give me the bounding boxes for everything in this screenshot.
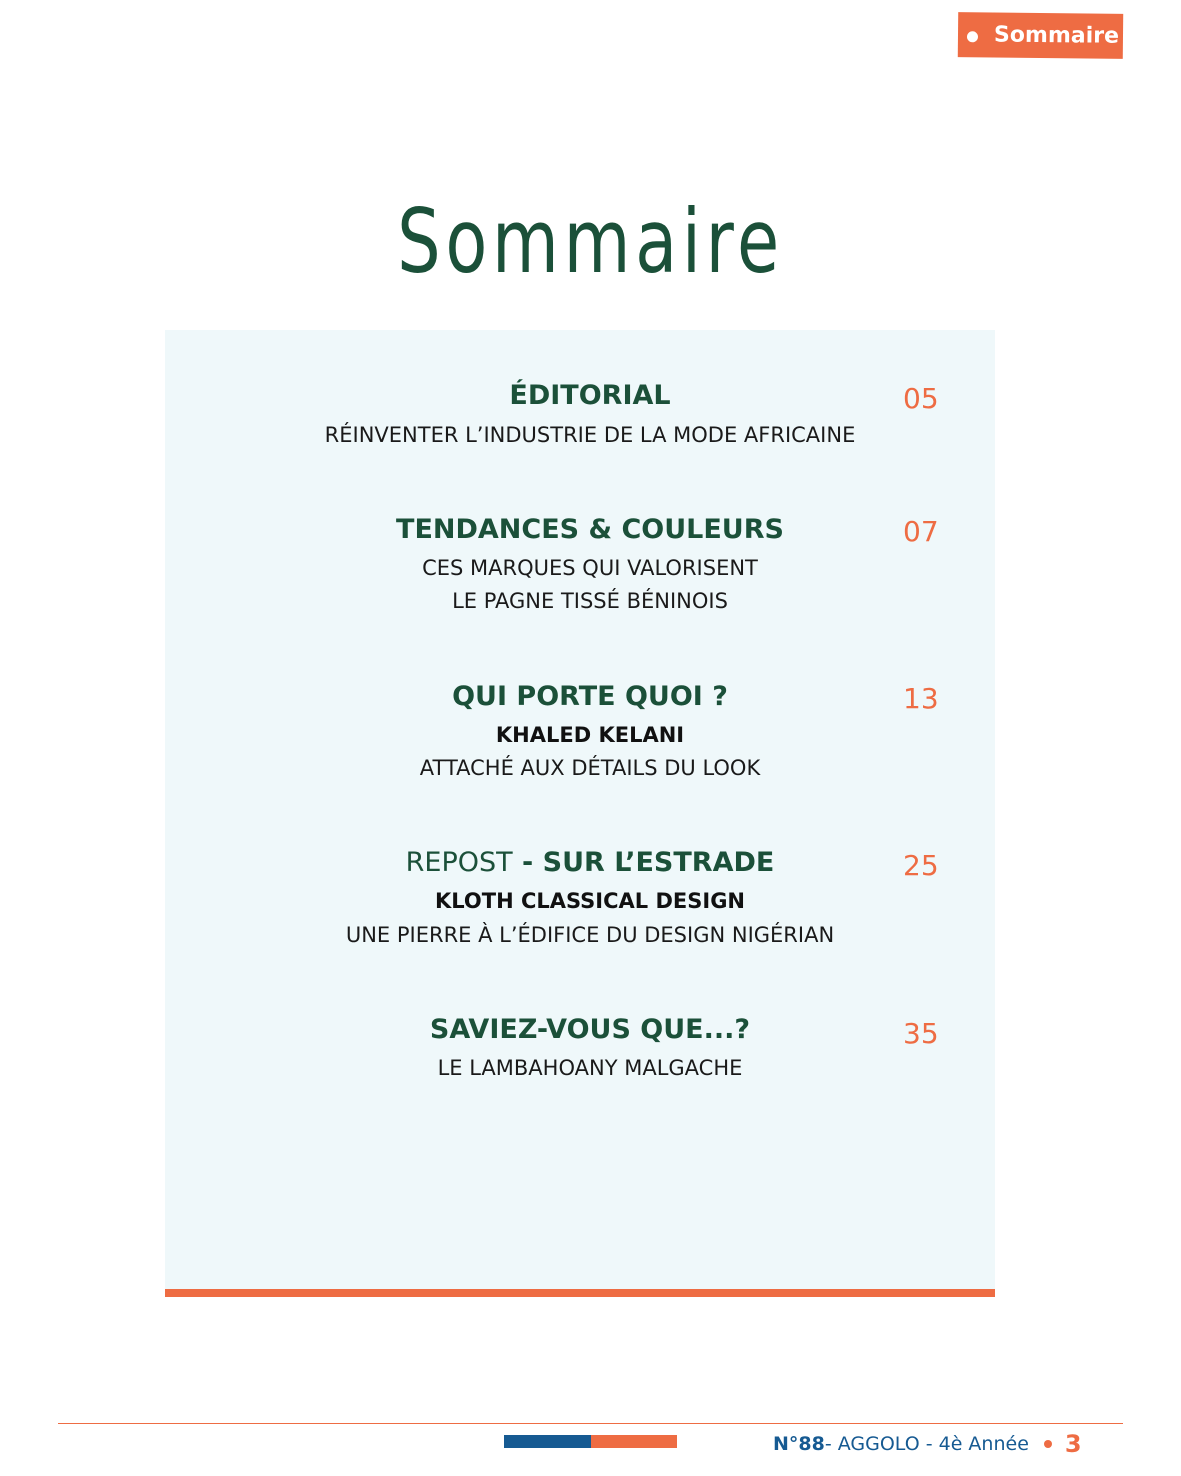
entry-heading xyxy=(165,847,1015,878)
footer-info xyxy=(773,1430,1082,1458)
publication-name: - AGGOLO - 4è Année xyxy=(824,1433,1029,1455)
entry-subheading: KLOTH CLASSICAL DESIGN xyxy=(434,889,746,913)
entry-page-number: 05 xyxy=(903,382,939,415)
entry-page-number: 35 xyxy=(903,1017,939,1050)
entry-heading-main: - SUR L’ESTRADE xyxy=(512,847,775,878)
footer-dot-icon xyxy=(1044,1440,1052,1448)
entry-page-number: 07 xyxy=(903,515,939,548)
entry-heading: QUI PORTE QUOI ? xyxy=(452,681,728,712)
entry-subheading: KHALED KELANI xyxy=(495,723,685,747)
entry-heading-prefix: REPOST xyxy=(405,847,513,878)
footer-orange-bar xyxy=(591,1435,677,1448)
entry-line: RÉINVENTER L’INDUSTRIE DE LA MODE AFRICAINE xyxy=(324,423,856,447)
entry-line: LE PAGNE TISSÉ BÉNINOIS xyxy=(452,589,728,613)
entry-page-number: 13 xyxy=(903,682,939,715)
entry-line: UNE PIERRE À L’ÉDIFICE DU DESIGN NIGÉRIAN xyxy=(345,923,835,947)
entry-heading: SAVIEZ-VOUS QUE...? xyxy=(429,1014,751,1045)
section-tag xyxy=(958,12,1123,59)
entry-heading: TENDANCES & COULEURS xyxy=(396,514,784,545)
contents-panel xyxy=(165,330,995,1290)
entry-page-number: 25 xyxy=(903,849,939,882)
footer-rule xyxy=(58,1423,1123,1424)
issue-number: N°88 xyxy=(773,1433,825,1455)
footer-blue-bar xyxy=(504,1435,591,1448)
entry-line: CES MARQUES QUI VALORISENT xyxy=(422,556,758,580)
entry-line: ATTACHÉ AUX DÉTAILS DU LOOK xyxy=(419,756,761,780)
bullet-icon xyxy=(967,31,978,42)
panel-underline xyxy=(165,1289,995,1297)
entry-heading: ÉDITORIAL xyxy=(509,380,671,411)
page-title: Sommaire xyxy=(397,190,784,293)
section-tag-label: Sommaire xyxy=(993,22,1120,49)
entry-line: LE LAMBAHOANY MALGACHE xyxy=(437,1056,743,1080)
page-number: 3 xyxy=(1064,1430,1082,1458)
